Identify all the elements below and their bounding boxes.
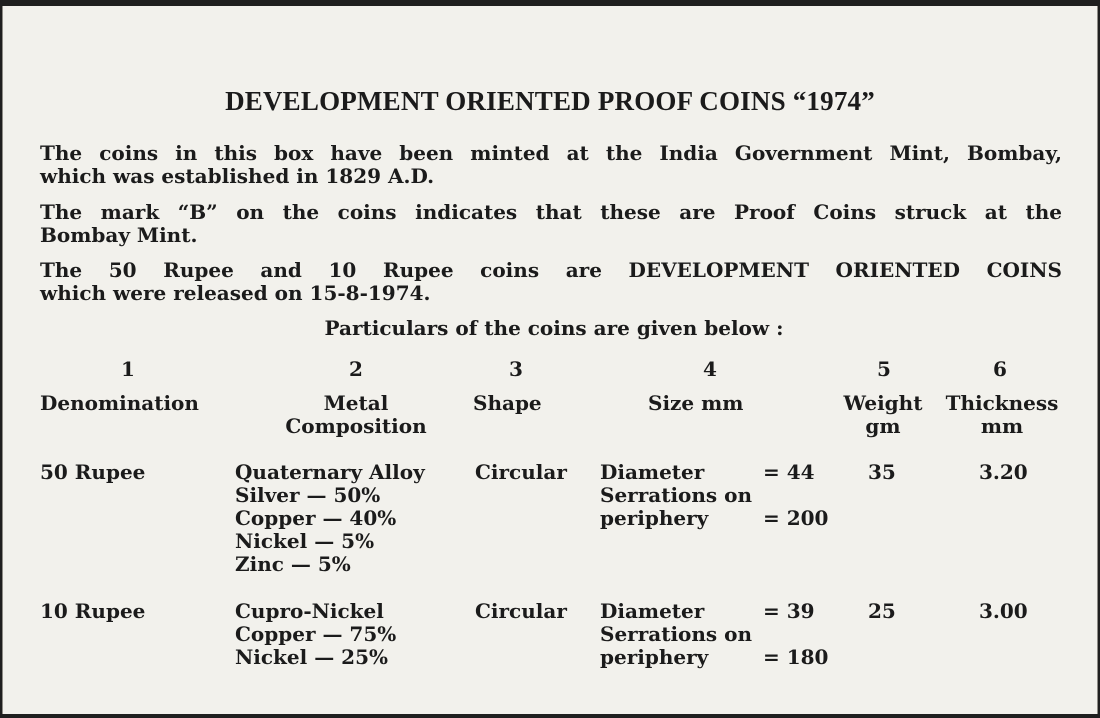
document-title: DEVELOPMENT ORIENTED PROOF COINS “1974” bbox=[225, 86, 875, 116]
serrations-line: Serrations on bbox=[600, 483, 753, 507]
row-serrations-value: = 200 bbox=[763, 506, 829, 530]
row-denomination: 10 Rupee bbox=[40, 599, 146, 623]
row-diameter-value: = 44 bbox=[763, 460, 815, 484]
paragraph-line: The coins in this box have been minted at the India Government Mint, Bombay, bbox=[40, 141, 1062, 165]
column-number: 6 bbox=[993, 357, 1007, 381]
row-serrations-value: = 180 bbox=[763, 645, 829, 669]
composition-line: Copper — 40% bbox=[235, 506, 397, 530]
paragraph-mint bbox=[40, 142, 1062, 188]
paragraph-mark bbox=[40, 201, 1062, 247]
row-composition bbox=[235, 461, 425, 576]
row-composition bbox=[235, 600, 396, 669]
row-shape: Circular bbox=[475, 599, 567, 623]
column-number: 4 bbox=[703, 357, 717, 381]
composition-line: Zinc — 5% bbox=[235, 552, 351, 576]
row-weight: 25 bbox=[868, 599, 896, 623]
header-thickness bbox=[941, 392, 1063, 438]
paragraph-line: which were released on 15-8-1974. bbox=[40, 281, 431, 305]
serrations-line: periphery bbox=[600, 506, 709, 530]
header-line: Metal bbox=[323, 391, 389, 415]
header-line: mm bbox=[980, 414, 1024, 438]
row-denomination: 50 Rupee bbox=[40, 460, 146, 484]
header-line: Composition bbox=[285, 414, 427, 438]
composition-line: Silver — 50% bbox=[235, 483, 381, 507]
paragraph-line: The mark “B” on the coins indicates that these are Proof Coins struck at the bbox=[40, 200, 1062, 224]
header-size: Size mm bbox=[648, 391, 744, 415]
paragraph-line: which was established in 1829 A.D. bbox=[40, 164, 435, 188]
composition-line: Cupro-Nickel bbox=[235, 599, 384, 623]
row-diameter-label: Diameter bbox=[600, 599, 705, 623]
header-weight bbox=[823, 392, 943, 438]
row-thickness: 3.20 bbox=[979, 460, 1028, 484]
row-diameter-value: = 39 bbox=[763, 599, 815, 623]
header-metal-composition bbox=[256, 392, 456, 438]
document-card bbox=[2, 6, 1098, 714]
composition-line: Copper — 75% bbox=[235, 622, 397, 646]
row-shape: Circular bbox=[475, 460, 567, 484]
row-weight: 35 bbox=[868, 460, 896, 484]
composition-line: Nickel — 25% bbox=[235, 645, 388, 669]
row-serrations-label bbox=[600, 484, 752, 530]
column-number: 3 bbox=[509, 357, 523, 381]
header-line: Weight bbox=[843, 391, 923, 415]
serrations-line: Serrations on bbox=[600, 622, 753, 646]
header-denomination: Denomination bbox=[40, 391, 199, 415]
row-thickness: 3.00 bbox=[979, 599, 1028, 623]
header-line: Thickness bbox=[945, 391, 1059, 415]
row-serrations-label bbox=[600, 623, 752, 669]
paragraph-line: Bombay Mint. bbox=[40, 223, 198, 247]
header-line: gm bbox=[865, 414, 901, 438]
particulars-heading: Particulars of the coins are given below : bbox=[324, 316, 784, 340]
column-number: 2 bbox=[349, 357, 363, 381]
column-number: 1 bbox=[121, 357, 135, 381]
column-number: 5 bbox=[877, 357, 891, 381]
header-shape: Shape bbox=[473, 391, 542, 415]
row-diameter-label: Diameter bbox=[600, 460, 705, 484]
composition-line: Quaternary Alloy bbox=[235, 460, 425, 484]
composition-line: Nickel — 5% bbox=[235, 529, 375, 553]
serrations-line: periphery bbox=[600, 645, 709, 669]
paragraph-line: The 50 Rupee and 10 Rupee coins are DEVELOPMENT ORIENTED COINS bbox=[40, 258, 1062, 282]
paragraph-release bbox=[40, 259, 1062, 305]
